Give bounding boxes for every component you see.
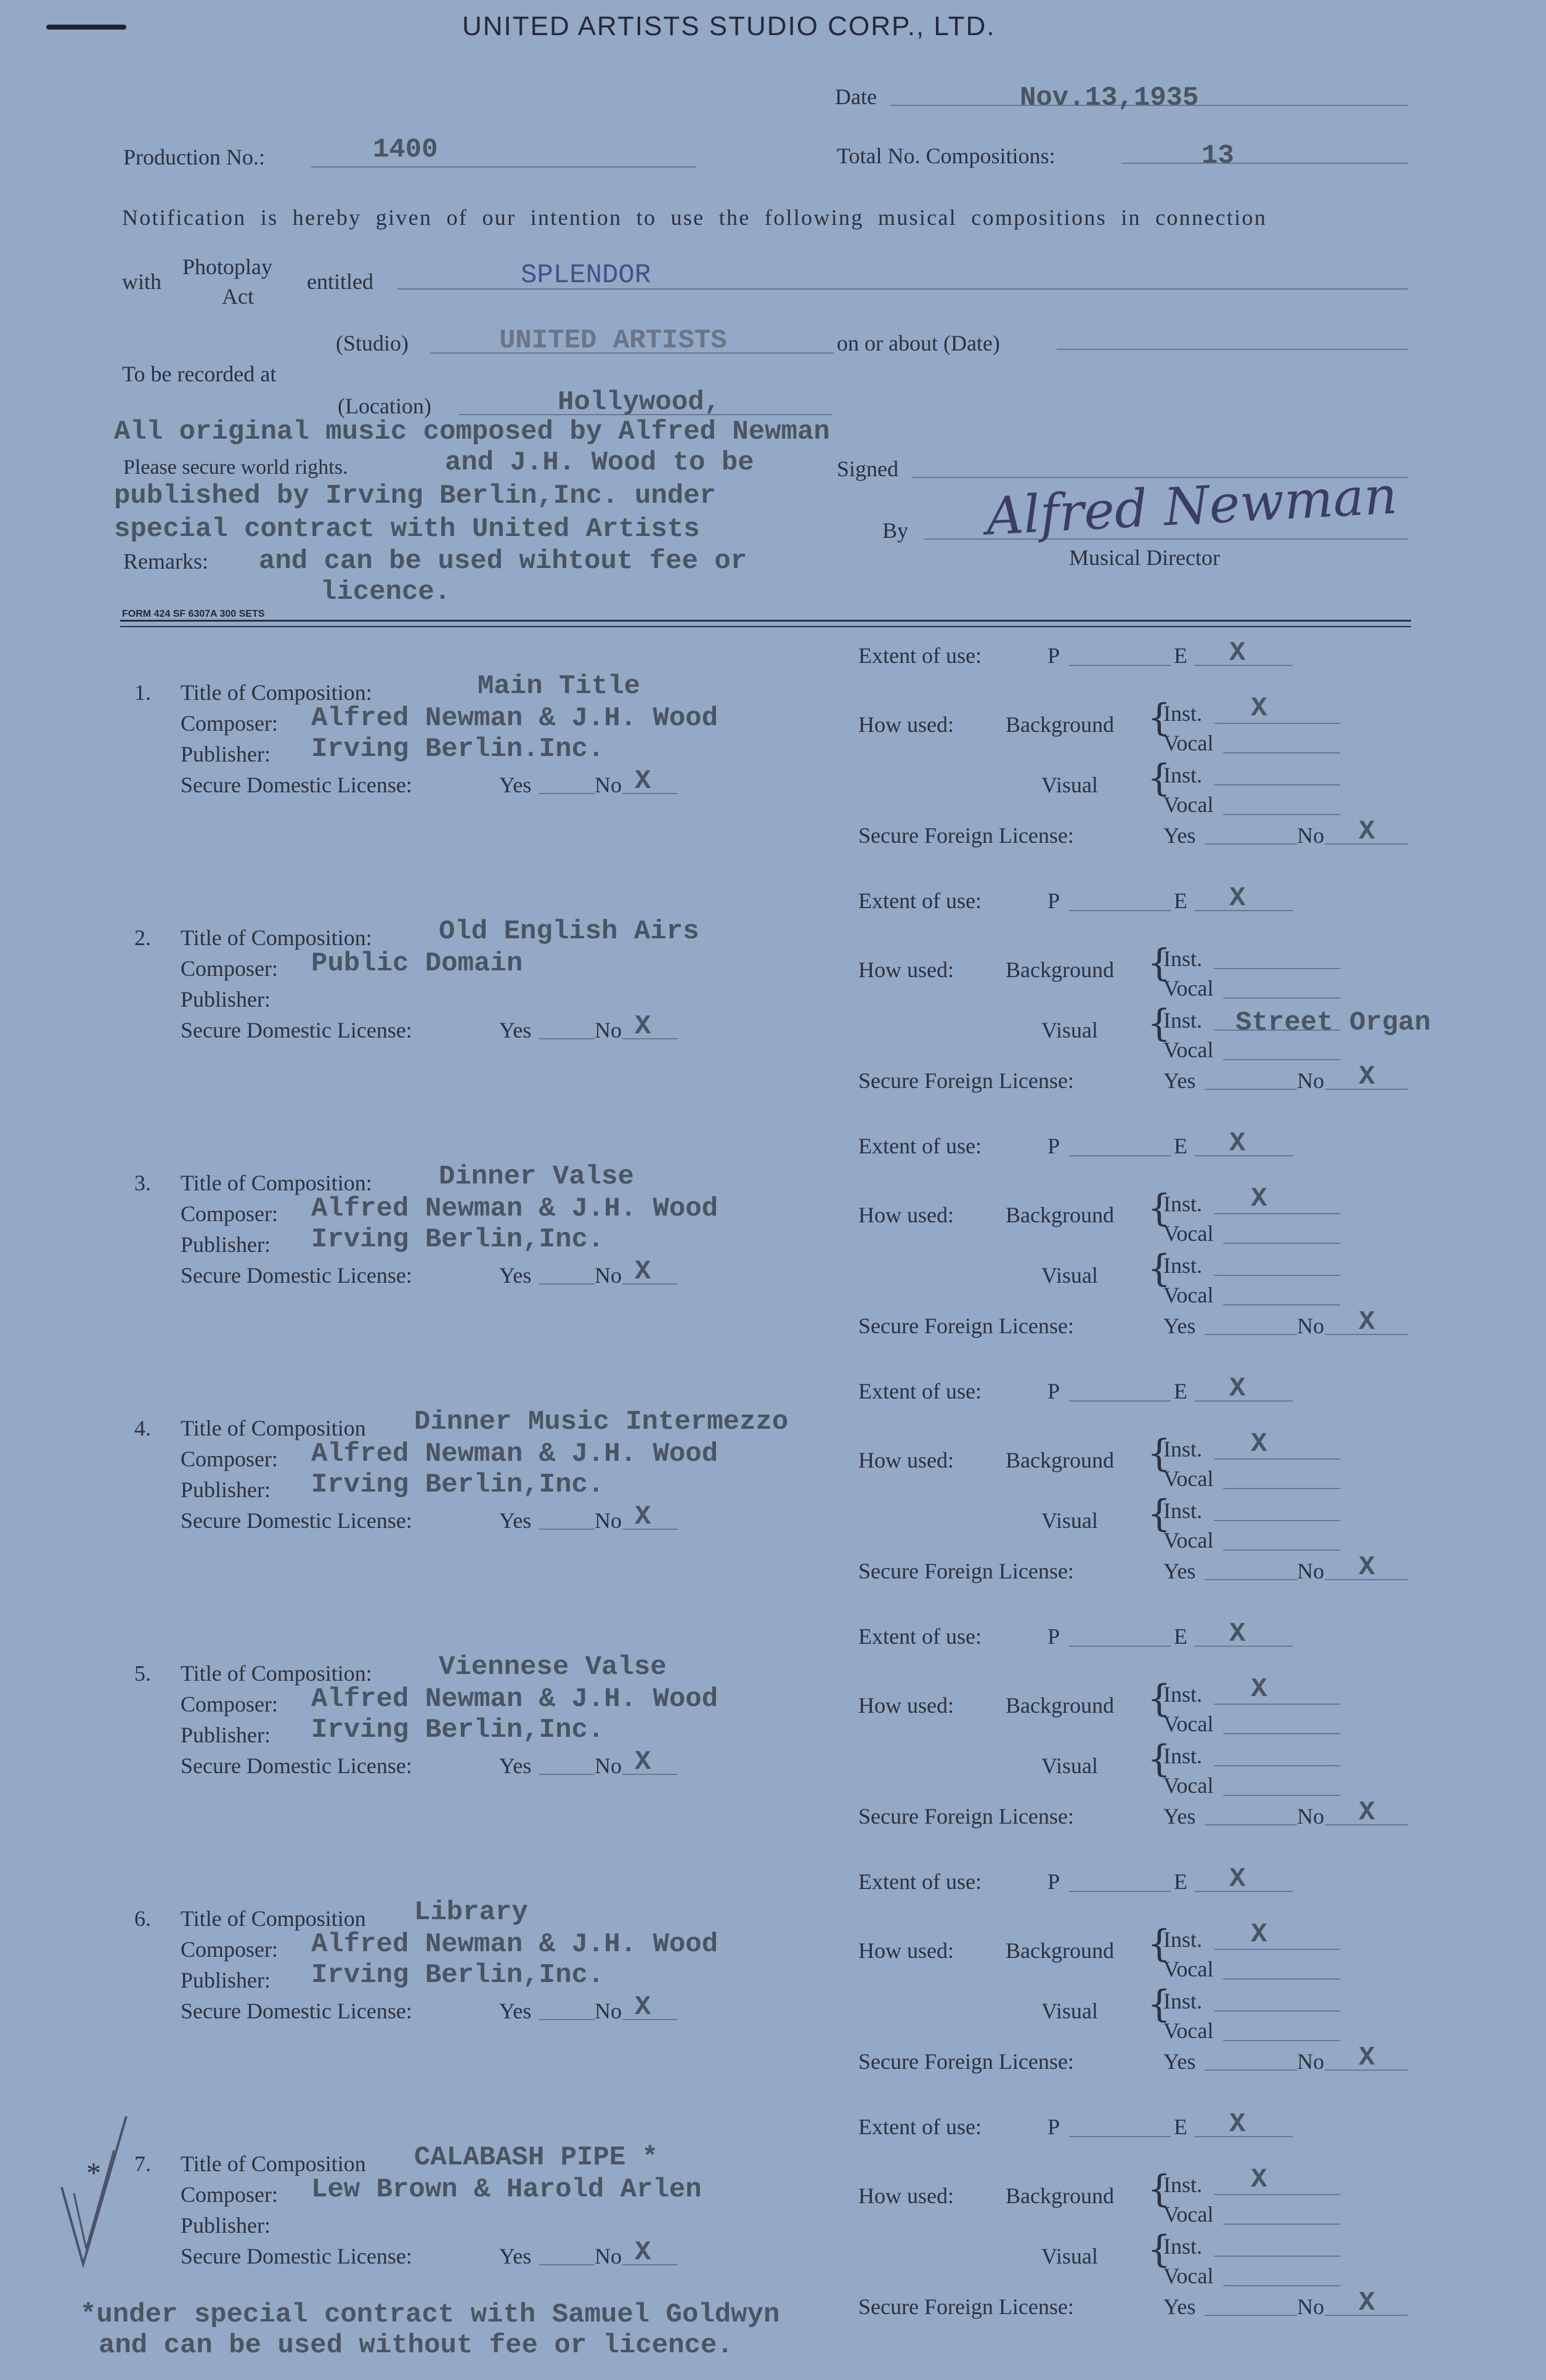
visual-vocal-line	[1223, 1795, 1340, 1796]
background-inst-mark: X	[1251, 693, 1267, 724]
background-vocal-line	[1223, 1488, 1340, 1489]
how-used-label: How used:	[858, 1448, 954, 1472]
visual-vocal-label: Vocal	[1163, 2264, 1214, 2288]
visual-label: Visual	[1041, 773, 1098, 797]
domestic-yes-line	[539, 1529, 595, 1530]
publisher-label: Publisher:	[181, 2213, 271, 2238]
publisher-value: Irving Berlin.Inc.	[311, 734, 604, 765]
extent-e-label: E	[1174, 1379, 1187, 1403]
foreign-no-label: No	[1297, 1068, 1324, 1093]
title-label: Title of Composition:	[181, 1661, 372, 1686]
visual-label: Visual	[1041, 2244, 1098, 2268]
extent-e-mark: X	[1229, 883, 1246, 914]
title-label: Title of Composition:	[181, 1171, 372, 1195]
background-inst-mark: X	[1251, 1184, 1267, 1214]
entitled-label: entitled	[307, 269, 373, 294]
visual-inst-label: Inst.	[1163, 1744, 1202, 1768]
foreign-license-label: Secure Foreign License:	[858, 2294, 1074, 2319]
extent-e-mark: X	[1229, 638, 1246, 668]
remarks-line-4: special contract with United Artists	[114, 514, 700, 545]
visual-brace: {	[1147, 1492, 1171, 1535]
extent-p-line	[1069, 2136, 1171, 2137]
background-brace: {	[1147, 1432, 1171, 1475]
with-label: with	[122, 269, 162, 294]
foreign-yes-label: Yes	[1163, 1314, 1196, 1338]
visual-vocal-line	[1223, 1549, 1340, 1551]
studio-label: (Studio)	[336, 331, 409, 355]
domestic-yes-label: Yes	[499, 773, 532, 797]
background-label: Background	[1006, 957, 1114, 982]
extent-e-mark: X	[1229, 2109, 1246, 2140]
total-compositions-value: 13	[1202, 140, 1234, 171]
background-inst-label: Inst.	[1163, 946, 1202, 971]
background-vocal-label: Vocal	[1163, 2202, 1214, 2227]
visual-brace: {	[1147, 1002, 1171, 1045]
background-vocal-line	[1223, 2224, 1340, 2225]
check-mark-icon	[49, 2113, 136, 2273]
composer-label: Composer:	[181, 711, 278, 736]
foreign-no-mark: X	[1359, 1062, 1375, 1092]
foreign-license-label: Secure Foreign License:	[858, 1068, 1074, 1093]
domestic-no-mark: X	[635, 1256, 651, 1287]
foreign-no-label: No	[1297, 2294, 1324, 2319]
publisher-label: Publisher:	[181, 1723, 271, 1747]
visual-inst-line	[1214, 1520, 1340, 1521]
domestic-license-label: Secure Domestic License:	[181, 1508, 412, 1533]
domestic-no-label: No	[595, 1018, 622, 1042]
background-brace: {	[1147, 696, 1171, 739]
domestic-yes-line	[539, 793, 595, 794]
domestic-no-label: No	[595, 2244, 622, 2268]
total-line	[1121, 163, 1408, 164]
extent-of-use-label: Extent of use:	[858, 1379, 982, 1403]
composition-number: 7.	[134, 2151, 151, 2176]
foreign-license-label: Secure Foreign License:	[858, 1559, 1074, 1583]
visual-label: Visual	[1041, 1508, 1098, 1533]
foreign-no-label: No	[1297, 1314, 1324, 1338]
header-divider-bottom	[120, 626, 1411, 627]
domestic-yes-line	[539, 1774, 595, 1775]
extent-e-label: E	[1174, 1134, 1187, 1158]
remarks-line-3: published by Irving Berlin,Inc. under	[114, 481, 716, 511]
background-brace: {	[1147, 2167, 1171, 2211]
foreign-license-label: Secure Foreign License:	[858, 1804, 1074, 1829]
composer-value: Lew Brown & Harold Arlen	[311, 2174, 702, 2205]
background-inst-mark: X	[1251, 1429, 1267, 1460]
composer-label: Composer:	[181, 956, 278, 981]
domestic-no-mark: X	[635, 1992, 651, 2023]
background-inst-line	[1214, 1949, 1340, 1950]
extent-p-line	[1069, 1155, 1171, 1156]
foreign-yes-line	[1205, 1579, 1297, 1580]
date-value: Nov.13,1935	[1020, 83, 1199, 113]
extent-e-mark: X	[1229, 1373, 1246, 1404]
visual-label: Visual	[1041, 1263, 1098, 1288]
background-inst-line	[1214, 1704, 1340, 1705]
extent-p-line	[1069, 1400, 1171, 1402]
extent-of-use-label: Extent of use:	[858, 2114, 982, 2139]
domestic-no-mark: X	[635, 2237, 651, 2268]
background-label: Background	[1006, 1693, 1114, 1718]
visual-label: Visual	[1041, 1753, 1098, 1778]
composition-number: 1.	[134, 680, 151, 705]
composition-title: Main Title	[478, 671, 641, 702]
publisher-label: Publisher:	[181, 987, 271, 1012]
remarks-line-5: and can be used wihtout fee or	[259, 546, 747, 577]
domestic-yes-label: Yes	[499, 1263, 532, 1288]
domestic-yes-line	[539, 2264, 595, 2265]
recorded-at-label: To be recorded at	[122, 362, 277, 386]
composer-label: Composer:	[181, 1937, 278, 1962]
visual-label: Visual	[1041, 1999, 1098, 2023]
extent-e-label: E	[1174, 888, 1187, 913]
visual-vocal-line	[1223, 1304, 1340, 1306]
domestic-no-mark: X	[635, 1011, 651, 1042]
composition-title: Dinner Music Intermezzo	[414, 1407, 789, 1437]
foreign-yes-label: Yes	[1163, 2049, 1196, 2074]
form-number: FORM 424 SF 6307A 300 SETS	[122, 609, 265, 619]
remarks-line-1: All original music composed by Alfred Newman	[114, 416, 830, 447]
extent-p-label: P	[1048, 1869, 1060, 1894]
visual-inst-line	[1214, 1765, 1340, 1766]
foreign-yes-label: Yes	[1163, 1068, 1196, 1093]
visual-vocal-label: Vocal	[1163, 1038, 1214, 1062]
background-vocal-label: Vocal	[1163, 976, 1214, 1001]
extent-e-label: E	[1174, 1624, 1187, 1649]
background-label: Background	[1006, 712, 1114, 737]
domestic-license-label: Secure Domestic License:	[181, 1999, 412, 2023]
extent-e-mark: X	[1229, 1128, 1246, 1159]
foreign-yes-label: Yes	[1163, 823, 1196, 848]
composition-title: Viennese Valse	[439, 1652, 667, 1683]
composer-label: Composer:	[181, 2182, 278, 2207]
extent-p-line	[1069, 1646, 1171, 1647]
visual-vocal-line	[1223, 1059, 1340, 1060]
title-label: Title of Composition	[181, 2151, 366, 2176]
foreign-no-label: No	[1297, 823, 1324, 848]
how-used-label: How used:	[858, 957, 954, 982]
foreign-yes-line	[1205, 2315, 1297, 2316]
background-vocal-label: Vocal	[1163, 1957, 1214, 1981]
remarks-line-2: and J.H. Wood to be	[445, 447, 754, 478]
foreign-license-label: Secure Foreign License:	[858, 2049, 1074, 2074]
how-used-label: How used:	[858, 712, 954, 737]
photoplay-label: Photoplay	[182, 254, 273, 279]
remarks-line-6: licence.	[320, 577, 451, 607]
background-inst-label: Inst.	[1163, 1192, 1202, 1216]
domestic-no-label: No	[595, 1753, 622, 1778]
extent-of-use-label: Extent of use:	[858, 1134, 982, 1158]
extent-p-label: P	[1048, 643, 1060, 668]
title-label: Title of Composition	[181, 1416, 366, 1440]
background-inst-line	[1214, 723, 1340, 724]
foreign-yes-label: Yes	[1163, 1559, 1196, 1583]
foreign-yes-line	[1205, 1824, 1297, 1826]
extent-p-line	[1069, 665, 1171, 666]
visual-vocal-label: Vocal	[1163, 792, 1214, 817]
foreign-no-label: No	[1297, 1804, 1324, 1829]
foreign-no-label: No	[1297, 2049, 1324, 2074]
domestic-yes-label: Yes	[499, 1508, 532, 1533]
domestic-license-label: Secure Domestic License:	[181, 773, 412, 797]
composition-number: 5.	[134, 1661, 151, 1686]
domestic-no-label: No	[595, 1999, 622, 2023]
foreign-no-mark: X	[1359, 2288, 1375, 2318]
composer-label: Composer:	[181, 1692, 278, 1716]
how-used-label: How used:	[858, 1203, 954, 1227]
visual-brace: {	[1147, 757, 1171, 800]
foreign-yes-line	[1205, 1334, 1297, 1335]
composer-label: Composer:	[181, 1201, 278, 1226]
visual-brace: {	[1147, 1983, 1171, 2026]
remarks-label: Remarks:	[123, 549, 208, 574]
visual-vocal-label: Vocal	[1163, 1528, 1214, 1553]
entitled-value: SPLENDOR	[521, 260, 651, 291]
background-vocal-line	[1223, 1978, 1340, 1980]
domestic-no-label: No	[595, 1508, 622, 1533]
publisher-label: Publisher:	[181, 1232, 271, 1257]
domestic-license-label: Secure Domestic License:	[181, 1753, 412, 1778]
foreign-no-label: No	[1297, 1559, 1324, 1583]
composition-title: CALABASH PIPE *	[414, 2142, 659, 2173]
domestic-license-label: Secure Domestic License:	[181, 2244, 412, 2268]
date-label: Date	[835, 84, 877, 109]
background-brace: {	[1147, 941, 1171, 985]
visual-inst-label: Inst.	[1163, 763, 1202, 787]
company-name: UNITED ARTISTS STUDIO CORP., LTD.	[462, 11, 996, 41]
foreign-license-label: Secure Foreign License:	[858, 1314, 1074, 1338]
extent-p-label: P	[1048, 1134, 1060, 1158]
composition-title: Dinner Valse	[439, 1161, 634, 1192]
foreign-no-mark: X	[1359, 1552, 1375, 1583]
visual-vocal-line	[1223, 814, 1340, 815]
visual-inst-label: Inst.	[1163, 1498, 1202, 1523]
background-inst-line	[1214, 968, 1340, 969]
visual-inst-label: Inst.	[1163, 1253, 1202, 1278]
production-label: Production No.:	[123, 145, 265, 169]
background-inst-mark: X	[1251, 1674, 1267, 1705]
background-inst-line	[1214, 1213, 1340, 1214]
domestic-no-mark: X	[635, 766, 651, 797]
background-label: Background	[1006, 2183, 1114, 2208]
how-used-label: How used:	[858, 2183, 954, 2208]
composer-value: Alfred Newman & J.H. Wood	[311, 703, 718, 734]
background-label: Background	[1006, 1203, 1114, 1227]
visual-inst-label: Inst.	[1163, 2234, 1202, 2259]
composer-label: Composer:	[181, 1447, 278, 1471]
publisher-value: Irving Berlin,Inc.	[311, 1469, 604, 1500]
extent-of-use-label: Extent of use:	[858, 643, 982, 668]
on-or-about-line	[1057, 349, 1408, 350]
extent-p-label: P	[1048, 1379, 1060, 1403]
foreign-yes-line	[1205, 843, 1297, 845]
visual-brace: {	[1147, 1247, 1171, 1290]
signed-label: Signed	[837, 457, 899, 481]
extent-e-mark: X	[1229, 1618, 1246, 1649]
visual-vocal-label: Vocal	[1163, 2018, 1214, 2043]
domestic-yes-label: Yes	[499, 1018, 532, 1042]
background-brace: {	[1147, 1922, 1171, 1965]
background-inst-line	[1214, 2194, 1340, 2195]
extent-p-line	[1069, 910, 1171, 911]
composer-value: Alfred Newman & J.H. Wood	[311, 1929, 718, 1960]
publisher-value: Irving Berlin,Inc.	[311, 1715, 604, 1745]
production-line	[311, 166, 696, 168]
composer-value: Alfred Newman & J.H. Wood	[311, 1684, 718, 1715]
on-or-about-label: on or about (Date)	[837, 331, 1000, 355]
domestic-yes-line	[539, 1283, 595, 1285]
publisher-label: Publisher:	[181, 742, 271, 766]
domestic-yes-label: Yes	[499, 2244, 532, 2268]
background-vocal-line	[1223, 752, 1340, 753]
foreign-yes-line	[1205, 2069, 1297, 2071]
background-inst-label: Inst.	[1163, 1927, 1202, 1952]
foreign-no-mark: X	[1359, 816, 1375, 847]
background-vocal-label: Vocal	[1163, 1221, 1214, 1246]
domestic-no-mark: X	[635, 1747, 651, 1777]
visual-inst-line	[1214, 2256, 1340, 2257]
composition-number: 4.	[134, 1416, 151, 1440]
composition-title: Old English Airs	[439, 916, 699, 947]
foreign-yes-label: Yes	[1163, 2294, 1196, 2319]
footnote-line-1: *under special contract with Samuel Goldwyn	[80, 2299, 780, 2330]
extent-p-label: P	[1048, 1624, 1060, 1649]
act-label: Act	[222, 284, 254, 309]
background-vocal-line	[1223, 1733, 1340, 1734]
footnote-asterisk: *	[86, 2157, 101, 2190]
visual-inst-label: Inst.	[1163, 1008, 1202, 1033]
visual-inst-line	[1214, 1275, 1340, 1276]
visual-vocal-line	[1223, 2285, 1340, 2286]
foreign-no-mark: X	[1359, 1307, 1375, 1338]
notification-text: Notification is hereby given of our intention to use the following musical compositions in connection	[122, 205, 1267, 230]
background-vocal-line	[1223, 1243, 1340, 1244]
foreign-yes-line	[1205, 1089, 1297, 1090]
title-label: Title of Composition:	[181, 925, 372, 950]
domestic-yes-label: Yes	[499, 1999, 532, 2023]
visual-label: Visual	[1041, 1018, 1098, 1042]
visual-vocal-label: Vocal	[1163, 1283, 1214, 1307]
title-label: Title of Composition:	[181, 680, 372, 705]
visual-brace: {	[1147, 1737, 1171, 1781]
extent-e-label: E	[1174, 1869, 1187, 1894]
extent-p-label: P	[1048, 2114, 1060, 2139]
extent-e-label: E	[1174, 643, 1187, 668]
by-label: By	[882, 518, 909, 543]
how-used-label: How used:	[858, 1693, 954, 1718]
publisher-label: Publisher:	[181, 1477, 271, 1502]
musical-director-label: Musical Director	[1069, 545, 1220, 570]
visual-brace: {	[1147, 2228, 1171, 2271]
background-inst-mark: X	[1251, 2164, 1267, 2195]
extent-of-use-label: Extent of use:	[858, 888, 982, 913]
visual-inst-label: Inst.	[1163, 1989, 1202, 2013]
background-vocal-line	[1223, 997, 1340, 999]
footnote-line-2: and can be used without fee or licence.	[99, 2330, 733, 2361]
visual-vocal-line	[1223, 2040, 1340, 2041]
visual-vocal-label: Vocal	[1163, 1773, 1214, 1798]
visual-inst-line	[1214, 2010, 1340, 2012]
location-label: (Location)	[338, 394, 431, 418]
domestic-license-label: Secure Domestic License:	[181, 1263, 412, 1288]
domestic-yes-line	[539, 1038, 595, 1039]
composition-number: 6.	[134, 1906, 151, 1931]
title-label: Title of Composition	[181, 1906, 366, 1931]
composer-value: Alfred Newman & J.H. Wood	[311, 1193, 718, 1224]
foreign-license-label: Secure Foreign License:	[858, 823, 1074, 848]
background-vocal-label: Vocal	[1163, 1712, 1214, 1736]
background-brace: {	[1147, 1677, 1171, 1720]
background-label: Background	[1006, 1448, 1114, 1472]
background-inst-label: Inst.	[1163, 2172, 1202, 2197]
composition-title: Library	[414, 1897, 528, 1928]
background-label: Background	[1006, 1938, 1114, 1963]
background-vocal-label: Vocal	[1163, 731, 1214, 755]
composer-value: Alfred Newman & J.H. Wood	[311, 1439, 718, 1469]
publisher-label: Publisher:	[181, 1968, 271, 1992]
background-inst-label: Inst.	[1163, 701, 1202, 726]
how-used-label: How used:	[858, 1938, 954, 1963]
extent-e-mark: X	[1229, 1864, 1246, 1895]
total-compositions-label: Total No. Compositions:	[837, 144, 1056, 168]
extent-e-label: E	[1174, 2114, 1187, 2139]
extent-p-label: P	[1048, 888, 1060, 913]
publisher-value: Irving Berlin,Inc.	[311, 1224, 604, 1255]
studio-value: UNITED ARTISTS	[499, 325, 727, 356]
background-brace: {	[1147, 1187, 1171, 1230]
background-vocal-label: Vocal	[1163, 1466, 1214, 1491]
domestic-yes-line	[539, 2019, 595, 2020]
composer-value: Public Domain	[311, 948, 523, 979]
extent-p-line	[1069, 1891, 1171, 1892]
domestic-no-label: No	[595, 773, 622, 797]
domestic-no-mark: X	[635, 1501, 651, 1532]
domestic-no-label: No	[595, 1263, 622, 1288]
visual-inst-line	[1214, 784, 1340, 786]
publisher-value: Irving Berlin,Inc.	[311, 1960, 604, 1991]
background-inst-mark: X	[1251, 1919, 1267, 1950]
foreign-no-mark: X	[1359, 2042, 1375, 2073]
production-value: 1400	[373, 134, 438, 165]
domestic-yes-label: Yes	[499, 1753, 532, 1778]
background-inst-label: Inst.	[1163, 1682, 1202, 1707]
visual-inst-value: Street Organ	[1235, 1007, 1431, 1038]
foreign-yes-label: Yes	[1163, 1804, 1196, 1829]
foreign-no-mark: X	[1359, 1797, 1375, 1828]
extent-of-use-label: Extent of use:	[858, 1869, 982, 1894]
background-inst-line	[1214, 1458, 1340, 1460]
header-divider-top	[120, 620, 1411, 622]
signature: Alfred Newman	[984, 465, 1399, 547]
domestic-license-label: Secure Domestic License:	[181, 1018, 412, 1042]
background-inst-label: Inst.	[1163, 1437, 1202, 1461]
extent-of-use-label: Extent of use:	[858, 1624, 982, 1649]
composition-number: 2.	[134, 925, 151, 950]
corner-mark	[46, 25, 126, 30]
location-value: Hollywood,	[558, 387, 721, 418]
world-rights-label: Please secure world rights.	[123, 456, 348, 479]
composition-number: 3.	[134, 1171, 151, 1195]
